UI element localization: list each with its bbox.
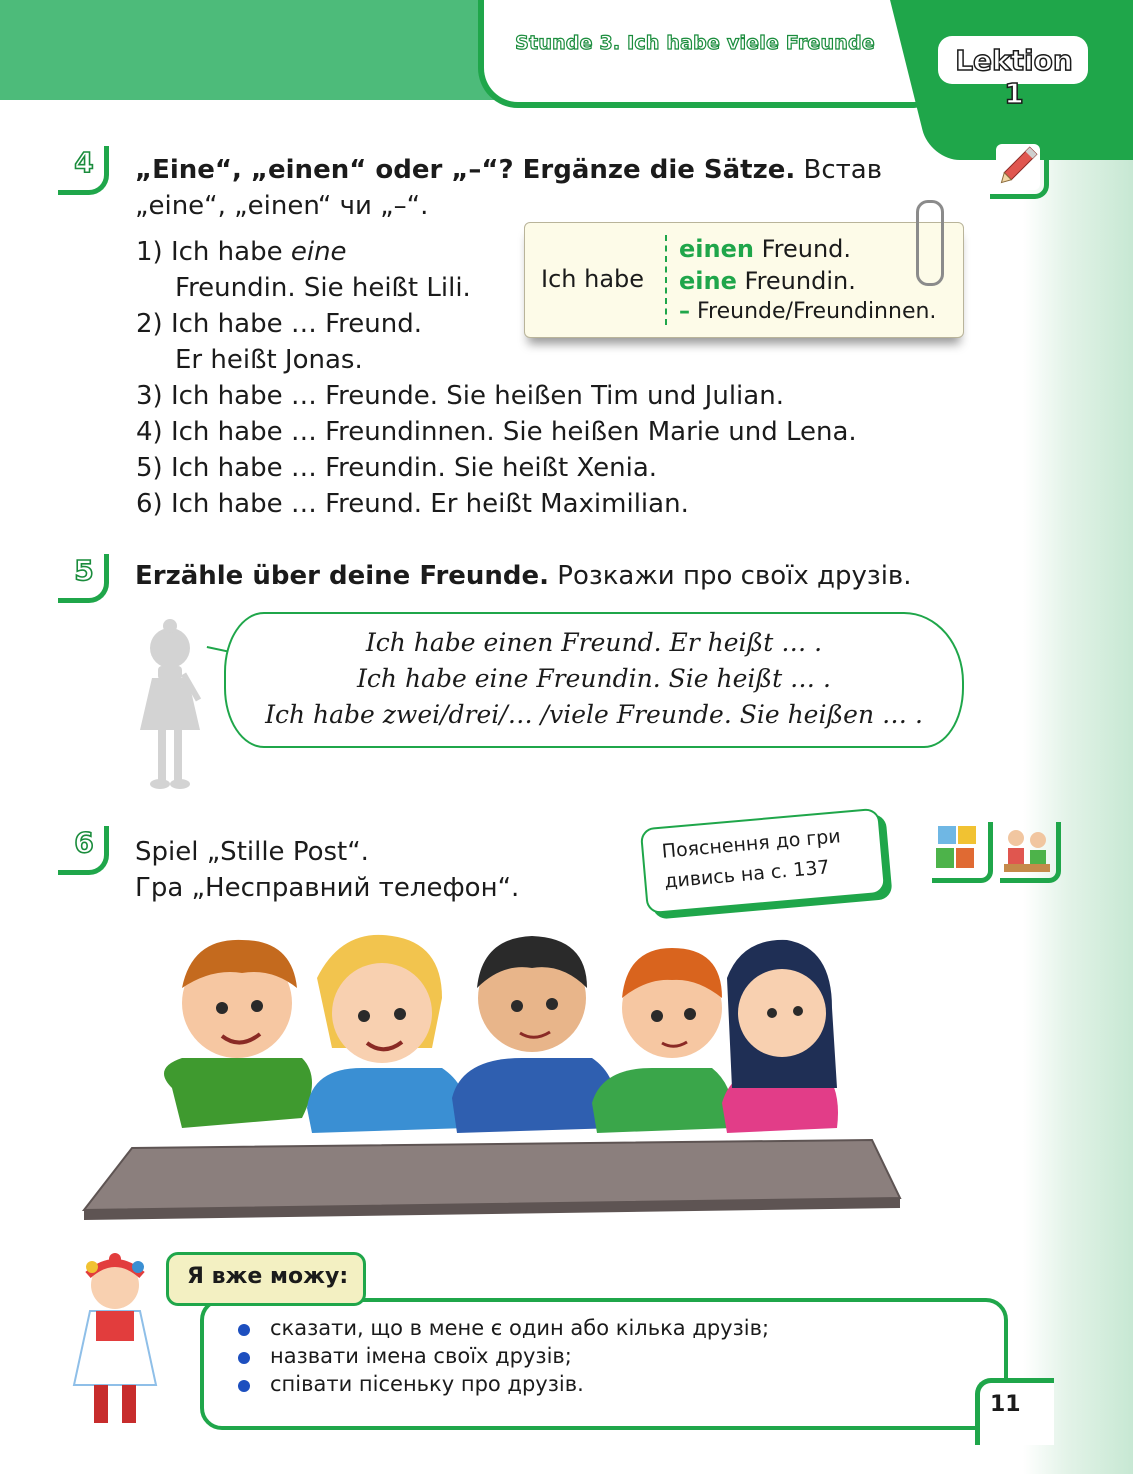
exercise-4-item-1-cont: Freundin. Sie heißt Lili. [175,273,471,303]
header-band [0,0,500,100]
grammar-lead: Ich habe [541,265,645,293]
exercise-4-instruction-de: „Eine“, „einen“ oder „–“? Ergänze die Sätze. [135,155,796,185]
lektion-label: Lektion 1 [955,44,1073,110]
side-gradient-band [1023,0,1133,1474]
bubble-line: Ich habe einen Freund. Er heißt … . [365,628,823,657]
exercise-6-subtitle: Гра „Несправний телефон“. [135,873,520,903]
can-do-label: Я вже можу: [166,1252,366,1306]
girl-1 [307,935,468,1133]
children-at-table-illustration [72,918,902,1223]
can-do-item: співати пісеньку про друзів. [270,1372,584,1396]
bullet-icon [238,1324,250,1336]
paperclip-icon [916,200,944,286]
lesson-tab [478,0,930,108]
exercise-4-item-4: 4) Ich habe … Freundinnen. Sie heißen Marie und Lena. [136,417,857,447]
girl-2 [722,940,838,1133]
exercise-6-title: Spiel „Stille Post“. [135,837,369,867]
exercise-4-instruction-ua: Встав [795,155,883,185]
bullet-icon [238,1380,250,1392]
exercise-4-item-2-cont: Er heißt Jonas. [175,345,363,375]
boy-3 [592,948,733,1133]
exercise-4-item-2: 2) Ich habe … Freund. [136,309,422,339]
bullet-icon [238,1352,250,1364]
exercise-4-item-6: 6) Ich habe … Freund. Er heißt Maximilian. [136,489,689,519]
boy-1 [164,940,312,1128]
can-do-item: назвати імена своїх друзів; [270,1344,572,1368]
exercise-number-4: 4 [58,146,116,198]
grammar-row: einen Freund. [679,235,852,263]
ukrainian-girl-illustration [52,1245,178,1433]
exercise-4-title [135,152,882,188]
grammar-box [524,222,964,338]
pencil-icon [990,140,1049,199]
game-note [640,808,887,915]
lesson-title: Stunde 3. Ich habe viele Freunde [515,32,875,54]
kids-game-icon [1000,822,1061,883]
page-number: 11 [990,1392,1021,1417]
bubble-line: Ich habe eine Freundin. Sie heißt … . [357,664,831,693]
exercise-5-title: Erzähle über deine Freunde. Розкажи про своїх друзів. [135,561,912,591]
speech-bubble [224,612,964,748]
grammar-divider [665,235,667,325]
grammar-row: – Freunde/Freundinnen. [679,299,937,324]
can-do-item: сказати, що в мене є один або кілька друзів; [270,1316,770,1340]
blocks-icon [932,822,993,883]
filled-answer: eine [290,237,347,267]
exercise-4-item-1: 1) Ich habe eine [136,237,347,267]
bubble-line: Ich habe zwei/drei/… /viele Freunde. Sie heißen … . [265,700,923,729]
grammar-row: eine Freundin. [679,267,856,295]
exercise-4-item-3: 3) Ich habe … Freunde. Sie heißen Tim und Julian. [136,381,784,411]
exercise-4-subtitle: „eine“, „einen“ чи „–“. [135,191,429,221]
exercise-number-6: 6 [58,826,116,878]
girl-silhouette-icon [130,618,210,793]
exercise-number-5: 5 [58,554,116,606]
exercise-4-item-5: 5) Ich habe … Freundin. Sie heißt Xenia. [136,453,658,483]
note-line: дивись на с. 137 [663,856,831,893]
note-line: Пояснення до гри [660,825,842,863]
